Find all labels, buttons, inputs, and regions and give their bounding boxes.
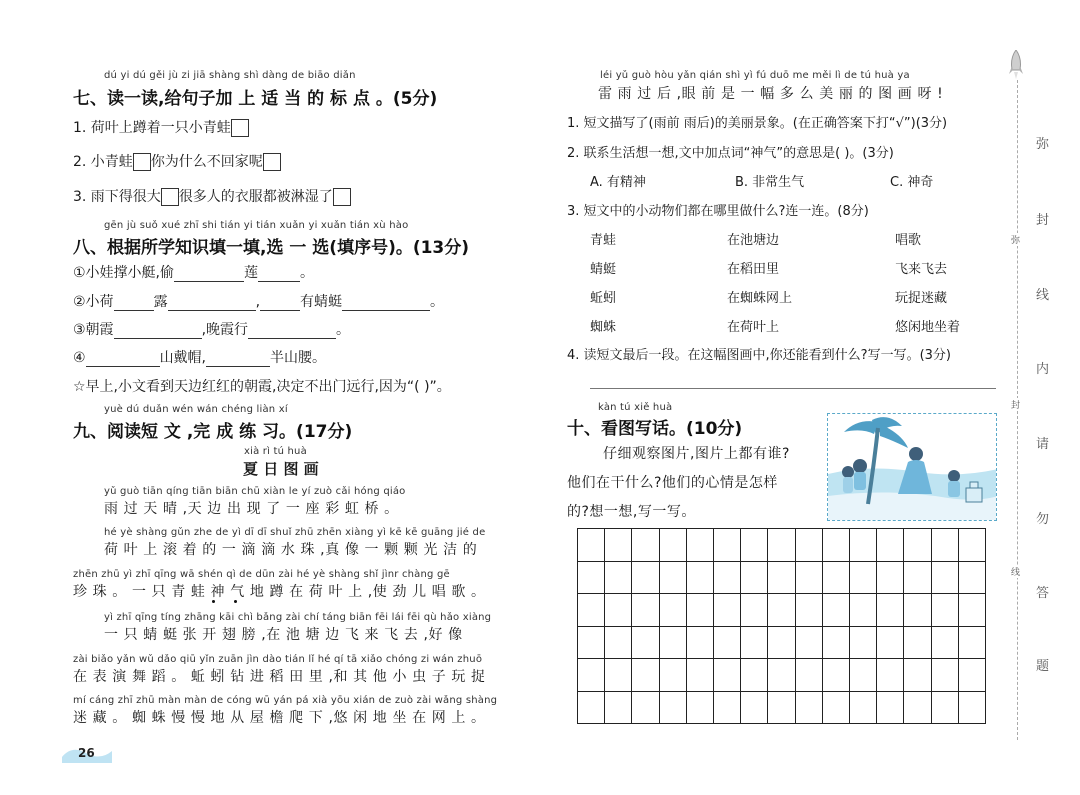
match-action-2[interactable]: 飞来飞去 xyxy=(895,262,948,277)
s8-r2-d: 有蜻蜓 xyxy=(300,294,343,310)
writing-cell[interactable] xyxy=(931,691,959,725)
margin-char: 题 xyxy=(1036,659,1050,674)
s7-item-2-text-a: 2. 小青蛙 xyxy=(73,154,133,170)
option-c[interactable]: C. 神奇 xyxy=(890,175,934,190)
match-action-3[interactable]: 玩捉迷藏 xyxy=(895,291,948,306)
children-at-beach-image xyxy=(828,414,997,521)
writing-cell[interactable] xyxy=(931,626,959,660)
writing-cell[interactable] xyxy=(659,593,687,627)
writing-cell[interactable] xyxy=(659,528,687,562)
writing-cell[interactable] xyxy=(740,658,768,692)
writing-cell[interactable] xyxy=(767,626,795,660)
writing-cell[interactable] xyxy=(631,561,659,595)
story-title-pinyin: xià rì tú huà xyxy=(244,446,307,457)
writing-cell[interactable] xyxy=(713,691,741,725)
s10-line-2: 他们在干什么?他们的心情是怎样 xyxy=(567,475,778,491)
story-line-4: 一 只 蜻 蜓 张 开 翅 膀 ,在 池 塘 边 飞 来 飞 去 ,好 像 xyxy=(104,627,463,643)
intro-line: 雷 雨 过 后 ,眼 前 是 一 幅 多 么 美 丽 的 图 画 呀 ! xyxy=(598,86,944,102)
s10-line-3: 的?想一想,写一写。 xyxy=(567,504,696,520)
writing-cell[interactable] xyxy=(577,658,605,692)
writing-cell[interactable] xyxy=(876,528,904,562)
writing-cell[interactable] xyxy=(767,691,795,725)
writing-cell[interactable] xyxy=(631,626,659,660)
writing-cell[interactable] xyxy=(740,528,768,562)
writing-cell[interactable] xyxy=(631,691,659,725)
punctuation-box[interactable] xyxy=(133,153,151,171)
answer-blank[interactable] xyxy=(206,352,270,367)
s7-item-3-text-b: 很多人的衣服都被淋湿了 xyxy=(178,189,333,205)
punctuation-box[interactable] xyxy=(161,188,179,206)
writing-cell[interactable] xyxy=(659,626,687,660)
question-1: 1. 短文描写了(雨前 雨后)的美丽景象。(在正确答案下打“√”)(3分) xyxy=(567,116,948,131)
writing-cell[interactable] xyxy=(849,691,877,725)
writing-cell[interactable] xyxy=(795,658,823,692)
emphasis-dot xyxy=(234,600,237,603)
writing-cell[interactable] xyxy=(795,593,823,627)
writing-cell[interactable] xyxy=(958,561,986,595)
s7-item-3 xyxy=(73,186,351,206)
writing-cell[interactable] xyxy=(577,593,605,627)
writing-cell[interactable] xyxy=(795,561,823,595)
story-line-6-pinyin: mí cáng zhī zhū màn màn de cóng wū yán pá xià yōu xián de zuò zài wǎng shàng xyxy=(73,695,498,706)
story-title: 夏 日 图 画 xyxy=(243,460,319,478)
match-action-1[interactable]: 唱歌 xyxy=(895,233,922,248)
writing-cell[interactable] xyxy=(795,528,823,562)
s8-r2-a: ②小荷 xyxy=(73,294,114,310)
s7-item-2 xyxy=(73,151,281,171)
writing-cell[interactable] xyxy=(604,593,632,627)
writing-cell[interactable] xyxy=(686,561,714,595)
story-line-2: 荷 叶 上 滚 着 的 一 滴 滴 水 珠 ,真 像 一 颗 颗 光 洁 的 xyxy=(104,542,478,558)
writing-cell[interactable] xyxy=(903,691,931,725)
punctuation-box[interactable] xyxy=(263,153,281,171)
story-line-5: 在 表 演 舞 蹈 。 蚯 蚓 钻 进 稻 田 里 ,和 其 他 小 虫 子 玩 捉 xyxy=(73,669,486,685)
intro-pinyin: léi yǔ guò hòu yǎn qián shì yì fú duō me měi lì de tú huà ya xyxy=(600,70,910,81)
s8-r1-c: 。 xyxy=(300,265,315,281)
writing-cell[interactable] xyxy=(577,561,605,595)
match-animal-1[interactable]: 青蛙 xyxy=(590,233,617,248)
section-10-title: 十、看图写话。(10分) xyxy=(567,419,743,439)
section-7-title: 七、读一读,给句子加 上 适 当 的 标 点 。(5分) xyxy=(73,89,438,109)
beach-illustration xyxy=(827,413,997,521)
writing-cell[interactable] xyxy=(686,626,714,660)
s8-r4-a: ④ xyxy=(73,350,86,366)
s8-r3-a: ③朝霞 xyxy=(73,322,114,338)
margin-char: 请 xyxy=(1036,437,1050,452)
s8-r2-c: , xyxy=(255,294,261,310)
writing-cell[interactable] xyxy=(713,626,741,660)
writing-cell[interactable] xyxy=(604,658,632,692)
match-animal-3[interactable]: 蚯蚓 xyxy=(590,291,617,306)
page-number-badge xyxy=(60,743,114,765)
story-line-3-pinyin: zhēn zhū yì zhī qīng wā shén qì de dūn zài hé yè shàng shǐ jìnr chàng gē xyxy=(73,569,450,580)
writing-cell[interactable] xyxy=(659,658,687,692)
margin-char: 答 xyxy=(1036,586,1050,601)
writing-cell[interactable] xyxy=(849,626,877,660)
margin-char: 封 xyxy=(1036,213,1050,228)
writing-cell[interactable] xyxy=(740,593,768,627)
answer-blank[interactable] xyxy=(168,296,256,311)
margin-char: 线 xyxy=(1036,288,1050,303)
answer-blank[interactable] xyxy=(248,324,336,339)
s8-r1-a: ①小娃撑小艇,偷 xyxy=(73,265,175,281)
writing-cell[interactable] xyxy=(931,528,959,562)
writing-cell[interactable] xyxy=(876,626,904,660)
writing-cell[interactable] xyxy=(713,528,741,562)
emphasis-dot xyxy=(212,600,215,603)
s7-pinyin: dú yi dú gěi jù zi jiā shàng shì dàng de biāo diǎn xyxy=(104,70,356,81)
question-3: 3. 短文中的小动物们都在哪里做什么?连一连。(8分) xyxy=(567,204,869,219)
writing-cell[interactable] xyxy=(822,528,850,562)
writing-cell[interactable] xyxy=(795,626,823,660)
match-animal-4[interactable]: 蜘蛛 xyxy=(590,320,617,335)
answer-blank[interactable] xyxy=(174,267,244,282)
writing-cell[interactable] xyxy=(659,561,687,595)
punctuation-box[interactable] xyxy=(231,119,249,137)
match-animal-2[interactable]: 蜻蜓 xyxy=(590,262,617,277)
answer-line[interactable] xyxy=(590,388,996,389)
writing-cell[interactable] xyxy=(767,658,795,692)
match-place-2[interactable]: 在稻田里 xyxy=(727,262,780,277)
story-line-1-pinyin: yǔ guò tiān qíng tiān biān chū xiàn le yí zuò cǎi hóng qiáo xyxy=(104,486,406,497)
writing-cell[interactable] xyxy=(604,691,632,725)
writing-cell[interactable] xyxy=(604,528,632,562)
story-line-5-pinyin: zài biǎo yǎn wǔ dǎo qiū yǐn zuān jìn dào tián lǐ hé qí tā xiǎo chóng zi wán zhuō xyxy=(73,654,483,665)
writing-cell[interactable] xyxy=(686,691,714,725)
match-place-3[interactable]: 在蜘蛛网上 xyxy=(727,291,793,306)
writing-cell[interactable] xyxy=(713,593,741,627)
writing-cell[interactable] xyxy=(958,691,986,725)
s8-row-3 xyxy=(73,319,350,339)
writing-cell[interactable] xyxy=(686,593,714,627)
writing-cell[interactable] xyxy=(604,561,632,595)
writing-cell[interactable] xyxy=(767,561,795,595)
writing-cell[interactable] xyxy=(822,658,850,692)
writing-cell[interactable] xyxy=(849,561,877,595)
story-line-3: 珍 珠 。 一 只 青 蛙 神 气 地 蹲 在 荷 叶 上 ,使 劲 儿 唱 歌 。 xyxy=(73,584,486,600)
writing-cell[interactable] xyxy=(686,528,714,562)
s8-r1-b: 莲 xyxy=(244,265,259,281)
s10-line-1: 仔细观察图片,图片上都有谁? xyxy=(603,446,790,462)
writing-cell[interactable] xyxy=(849,658,877,692)
writing-cell[interactable] xyxy=(822,593,850,627)
rocket-icon-svg xyxy=(1009,50,1023,80)
answer-blank[interactable] xyxy=(86,352,160,367)
writing-cell[interactable] xyxy=(740,691,768,725)
writing-cell[interactable] xyxy=(903,561,931,595)
writing-cell[interactable] xyxy=(767,593,795,627)
writing-cell[interactable] xyxy=(604,626,632,660)
writing-cell[interactable] xyxy=(631,658,659,692)
writing-cell[interactable] xyxy=(740,626,768,660)
s8-r3-b: ,晚霞行 xyxy=(201,322,249,338)
writing-cell[interactable] xyxy=(713,658,741,692)
writing-cell[interactable] xyxy=(876,691,904,725)
writing-cell[interactable] xyxy=(903,593,931,627)
story-line-6: 迷 藏 。 蜘 蛛 慢 慢 地 从 屋 檐 爬 下 ,悠 闲 地 坐 在 网 上 。 xyxy=(73,710,486,726)
writing-cell[interactable] xyxy=(713,561,741,595)
writing-cell[interactable] xyxy=(876,658,904,692)
match-action-4[interactable]: 悠闲地坐着 xyxy=(895,320,961,335)
margin-small-char: 线 xyxy=(1011,565,1020,578)
story-line-1: 雨 过 天 晴 ,天 边 出 现 了 一 座 彩 虹 桥 。 xyxy=(104,501,399,517)
margin-char: 弥 xyxy=(1036,137,1050,152)
answer-blank[interactable] xyxy=(114,296,154,311)
s8-r2-e: 。 xyxy=(430,294,445,310)
writing-cell[interactable] xyxy=(822,626,850,660)
margin-char: 勿 xyxy=(1036,512,1050,527)
s8-row-1 xyxy=(73,262,314,282)
writing-cell[interactable] xyxy=(958,626,986,660)
writing-cell[interactable] xyxy=(686,658,714,692)
option-a[interactable]: A. 有精神 xyxy=(590,175,646,190)
writing-cell[interactable] xyxy=(903,528,931,562)
writing-cell[interactable] xyxy=(876,593,904,627)
writing-cell[interactable] xyxy=(577,626,605,660)
question-4: 4. 读短文最后一段。在这幅图画中,你还能看到什么?写一写。(3分) xyxy=(567,348,951,363)
writing-cell[interactable] xyxy=(958,528,986,562)
s7-item-2-text-b: 你为什么不回家呢 xyxy=(150,154,263,170)
s7-item-1 xyxy=(73,117,249,137)
question-2: 2. 联系生活想一想,文中加点词“神气”的意思是( )。(3分) xyxy=(567,146,894,161)
writing-cell[interactable] xyxy=(849,593,877,627)
s7-item-3-text-a: 3. 雨下得很大 xyxy=(73,189,161,205)
match-place-4[interactable]: 在荷叶上 xyxy=(727,320,780,335)
rocket-icon xyxy=(1009,50,1023,80)
writing-cell[interactable] xyxy=(822,561,850,595)
writing-cell[interactable] xyxy=(931,561,959,595)
writing-cell[interactable] xyxy=(795,691,823,725)
writing-cell[interactable] xyxy=(740,561,768,595)
writing-cell[interactable] xyxy=(577,691,605,725)
answer-blank[interactable] xyxy=(260,296,300,311)
s7-item-1-text: 1. 荷叶上蹲着一只小青蛙 xyxy=(73,120,231,136)
answer-blank[interactable] xyxy=(258,267,300,282)
margin-small-char: 封 xyxy=(1011,398,1020,411)
writing-cell[interactable] xyxy=(903,658,931,692)
writing-cell[interactable] xyxy=(903,626,931,660)
writing-cell[interactable] xyxy=(849,528,877,562)
s8-r2-b: 露 xyxy=(153,294,168,310)
option-b[interactable]: B. 非常生气 xyxy=(735,175,805,190)
margin-char: 内 xyxy=(1036,362,1050,377)
writing-cell[interactable] xyxy=(767,528,795,562)
story-line-2-pinyin: hé yè shàng gǔn zhe de yì dī dī shuǐ zhū zhēn xiàng yì kē kē guāng jié de xyxy=(104,527,486,538)
punctuation-box[interactable] xyxy=(333,188,351,206)
writing-cell[interactable] xyxy=(577,528,605,562)
section-8-title: 八、根据所学知识填一填,选 一 选(填序号)。(13分) xyxy=(73,238,470,258)
s8-pinyin: gēn jù suǒ xué zhī shi tián yi tián xuǎn yi xuǎn tián xù hào xyxy=(104,220,409,231)
writing-cell[interactable] xyxy=(876,561,904,595)
answer-blank[interactable] xyxy=(114,324,202,339)
writing-cell[interactable] xyxy=(659,691,687,725)
story-line-4-pinyin: yì zhī qīng tíng zhāng kāi chì bǎng zài chí táng biān fēi lái fēi qù hǎo xiàng xyxy=(104,612,492,623)
writing-cell[interactable] xyxy=(931,658,959,692)
match-place-1[interactable]: 在池塘边 xyxy=(727,233,780,248)
s8-row-2 xyxy=(73,291,444,311)
s8-row-5: ☆早上,小文看到天边红红的朝霞,决定不出门远行,因为“( )”。 xyxy=(73,379,451,395)
s8-r4-b: 山戴帽, xyxy=(159,350,207,366)
s8-r3-c: 。 xyxy=(336,322,351,338)
writing-cell[interactable] xyxy=(958,593,986,627)
writing-cell[interactable] xyxy=(931,593,959,627)
writing-cell[interactable] xyxy=(631,593,659,627)
s10-pinyin: kàn tú xiě huà xyxy=(598,402,673,413)
page-number: 26 xyxy=(78,746,95,760)
margin-small-char: 弥 xyxy=(1011,233,1020,246)
s9-pinyin: yuè dú duǎn wén wán chéng liàn xí xyxy=(104,404,288,415)
writing-cell[interactable] xyxy=(958,658,986,692)
answer-blank[interactable] xyxy=(342,296,430,311)
s8-row-4 xyxy=(73,347,326,367)
section-9-title: 九、阅读短 文 ,完 成 练 习。(17分) xyxy=(73,422,353,442)
writing-cell[interactable] xyxy=(822,691,850,725)
s8-r4-c: 半山腰。 xyxy=(270,350,327,366)
writing-cell[interactable] xyxy=(631,528,659,562)
